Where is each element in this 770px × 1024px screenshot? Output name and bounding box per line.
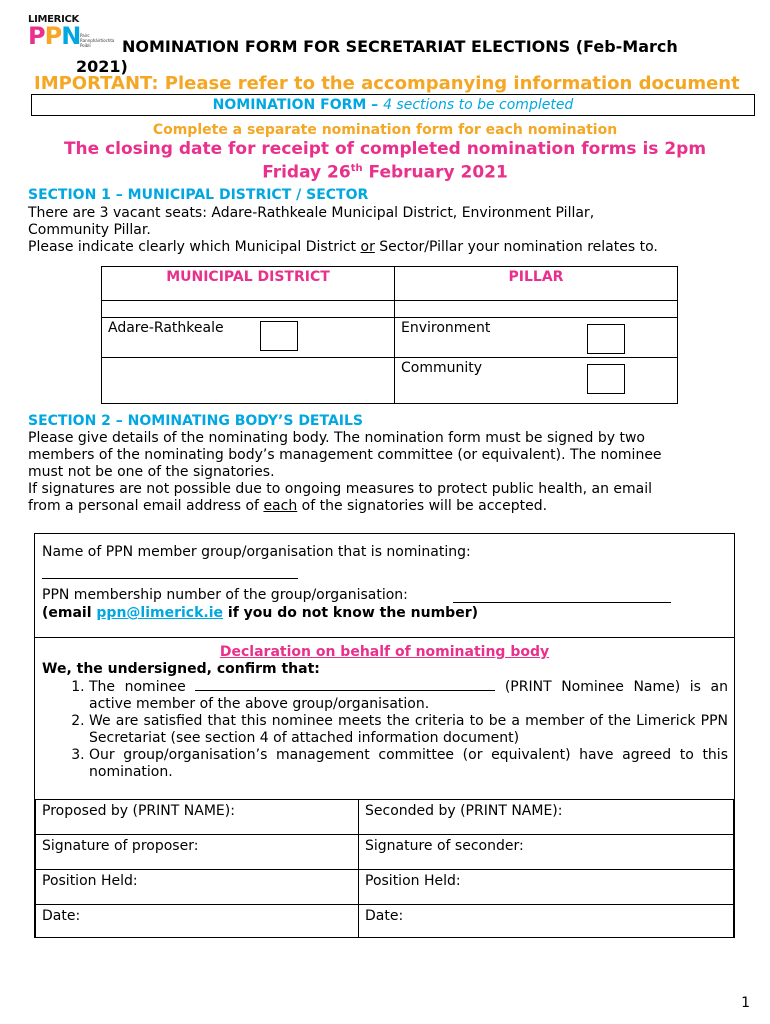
environment-checkbox[interactable] [587, 324, 625, 354]
document-title-line2: 2021) [76, 57, 128, 76]
closing-line1: The closing date for receipt of completed nomination forms is 2pm [63, 139, 707, 159]
logo-ppn-text: PPN [28, 22, 81, 50]
ppn-email-link[interactable]: ppn@limerick.ie [96, 605, 224, 621]
declaration-item-3: 3. Our group/organisation’s management committee (or equivalent) have agreed to this nomination. [89, 747, 728, 781]
proposer-signature-cell[interactable]: Signature of proposer: [36, 835, 359, 870]
page-number: 1 [741, 995, 750, 1011]
document-title-line1: NOMINATION FORM FOR SECRETARIAT ELECTIONS (Feb-March [122, 37, 678, 56]
sections-note: 4 sections to be completed [383, 97, 574, 113]
header-pillar: PILLAR [395, 267, 678, 301]
seconded-by-cell[interactable]: Seconded by (PRINT NAME): [359, 800, 734, 835]
proposed-by-cell[interactable]: Proposed by (PRINT NAME): [36, 800, 359, 835]
proposer-position-cell[interactable]: Position Held: [36, 870, 359, 905]
seconder-date-cell[interactable]: Date: [359, 905, 734, 938]
email-note: (email ppn@limerick.ie if you do not know the number) [42, 605, 478, 621]
section2-title: SECTION 2 – NOMINATING BODY’S DETAILS [28, 413, 364, 429]
nominating-body-form [34, 533, 735, 938]
nomination-form-label: NOMINATION FORM [212, 97, 367, 113]
seconder-position-cell[interactable]: Position Held: [359, 870, 734, 905]
org-name-label: Name of PPN member group/organisation that is nominating: [42, 544, 471, 560]
org-name-field[interactable] [42, 578, 298, 579]
seconder-signature-cell[interactable]: Signature of seconder: [359, 835, 734, 870]
declaration-item-1: 1. The nominee (PRINT Nominee Name) is an active member of the above group/organisation. [89, 678, 728, 713]
declaration-list [41, 678, 728, 781]
closing-date-notice [0, 139, 770, 183]
separate-form-note: Complete a separate nomination form for each nomination [152, 122, 618, 138]
logo-limerick-text: LIMERICK [28, 14, 79, 25]
limerick-ppn-logo [28, 14, 115, 50]
proposer-date-cell[interactable]: Date: [36, 905, 359, 938]
divider [35, 637, 734, 638]
district-pillar-table [101, 266, 678, 404]
signatories-table [35, 799, 734, 938]
option-community: Community [395, 358, 678, 404]
membership-number-field[interactable] [453, 602, 671, 603]
important-notice: IMPORTANT: Please refer to the accompanying information document [34, 73, 740, 94]
declaration-item-2: 2. We are satisfied that this nominee meets the criteria to be a member of the Limerick PPN Secretariat (see section 4 of attached information document) [89, 713, 728, 747]
we-confirm-text: We, the undersigned, confirm that: [42, 661, 320, 677]
nomination-form-box [31, 94, 755, 116]
option-environment: Environment [395, 318, 678, 358]
section1-text: There are 3 vacant seats: Adare-Rathkeale Municipal District, Environment Pillar, Community Pillar. Please indicate clearly which Municipal District or Sector/Pillar your nomination relates to. [28, 205, 658, 255]
membership-number-label: PPN membership number of the group/organisation: [42, 587, 408, 603]
nomination-form-dash: – [366, 97, 384, 113]
adare-rathkeale-checkbox[interactable] [260, 321, 298, 351]
logo-subtext: Pairc Rannpháirtíochta Poiblí [80, 33, 115, 48]
nominee-name-field[interactable] [195, 678, 495, 691]
header-municipal-district: MUNICIPAL DISTRICT [102, 267, 395, 301]
section2-text: Please give details of the nominating body. The nomination form must be signed by two members of the nominating body’s management committee (or equivalent). The nominee must not be one of the signatories. If signatures are not possible due to ongoing measures to protect public health, an email from a personal email address of each of the signatories will be accepted. [28, 430, 662, 514]
community-checkbox[interactable] [587, 364, 625, 394]
closing-line2: Friday 26th February 2021 [262, 162, 508, 183]
section1-title: SECTION 1 – MUNICIPAL DISTRICT / SECTOR [28, 187, 369, 203]
declaration-title: Declaration on behalf of nominating body [219, 644, 550, 660]
option-adare-rathkeale: Adare-Rathkeale [102, 318, 395, 358]
